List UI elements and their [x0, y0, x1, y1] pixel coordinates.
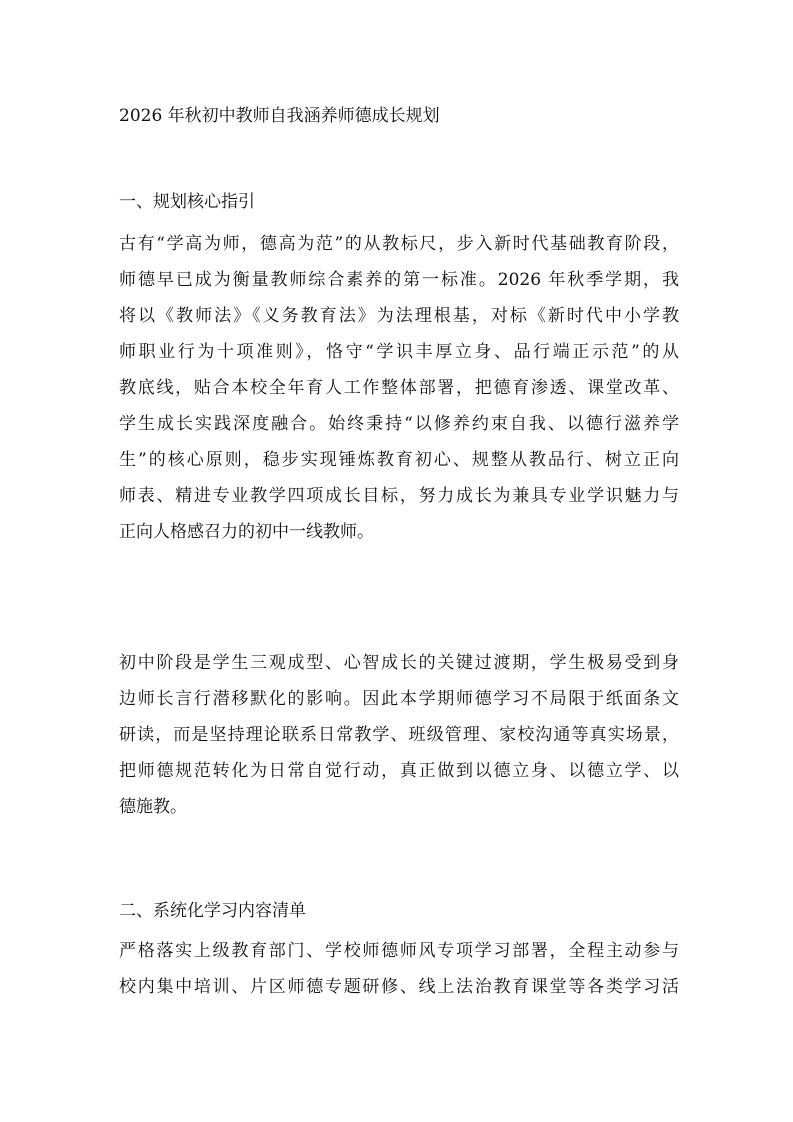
paragraph-line: 教底线，贴合本校全年育人工作整体部署，把德育渗透、课堂改革、	[119, 378, 679, 398]
paragraph-line: 生”的核心原则，稳步实现锤炼教育初心、规整从教品行、树立正向	[119, 450, 679, 470]
paragraph-line: 古有“学高为师，德高为范”的从教标尺，步入新时代基础教育阶段，	[119, 234, 679, 254]
paragraph-line: 德施教。	[119, 797, 187, 817]
paragraph-line: 边师长言行潜移默化的影响。因此本学期师德学习不局限于纸面条文	[119, 689, 679, 709]
paragraph-line: 将以《教师法》《义务教育法》为法理根基，对标《新时代中小学教	[119, 306, 679, 326]
paragraph-junior-stage	[119, 645, 679, 825]
paragraph-line: 师职业行为十项准则》，恪守“学识丰厚立身、品行端正示范”的从	[119, 342, 679, 362]
paragraph-line: 把师德规范转化为日常自觉行动，真正做到以德立身、以德立学、以	[119, 761, 679, 781]
paragraph-line: 严格落实上级教育部门、学校师德师风专项学习部署，全程主动参与	[119, 941, 679, 961]
paragraph-line: 校内集中培训、片区师德专题研修、线上法治教育课堂等各类学习活	[119, 977, 679, 997]
section-heading-2: 二、系统化学习内容清单	[119, 901, 306, 921]
paragraph-line: 初中阶段是学生三观成型、心智成长的关键过渡期，学生极易受到身	[119, 653, 679, 673]
section-heading-1: 一、规划核心指引	[119, 192, 255, 212]
paragraph-line: 师表、精进专业教学四项成长目标，努力成长为兼具专业学识魅力与	[119, 486, 679, 506]
paragraph-study-list	[119, 933, 679, 1005]
paragraph-line: 正向人格感召力的初中一线教师。	[119, 522, 374, 542]
document-title: 2026 年秋初中教师自我涵养师德成长规划	[119, 106, 440, 126]
paragraph-line: 师德早已成为衡量教师综合素养的第一标准。2026 年秋季学期，我	[119, 270, 679, 290]
paragraph-core-guidance	[119, 226, 679, 550]
paragraph-line: 学生成长实践深度融合。始终秉持“以修养约束自我、以德行滋养学	[119, 414, 679, 434]
paragraph-line: 研读，而是坚持理论联系日常教学、班级管理、家校沟通等真实场景，	[119, 725, 679, 745]
